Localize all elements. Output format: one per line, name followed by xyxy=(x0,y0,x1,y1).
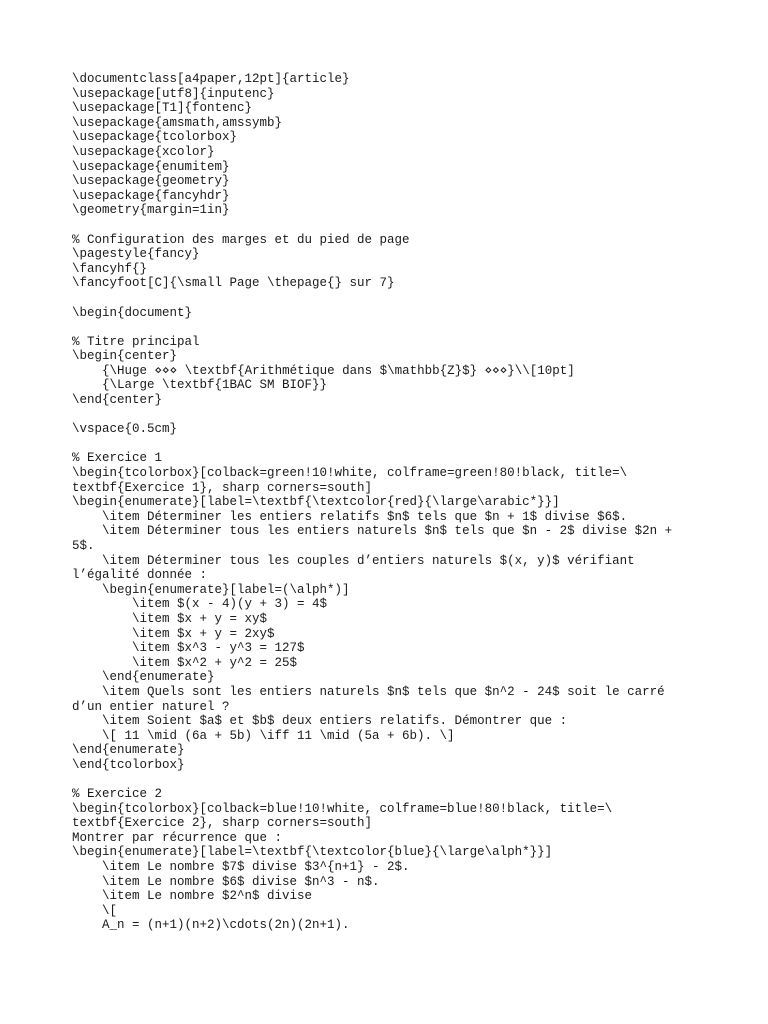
source-line: \end{center} xyxy=(72,393,163,408)
source-line: % Exercice 1 xyxy=(72,451,163,466)
source-line: Montrer par récurrence que : xyxy=(72,830,283,845)
source-line: \[ 11 \mid (6a + 5b) \iff 11 \mid (5a + 6b). \] xyxy=(72,728,455,743)
source-line: \item Déterminer les entiers relatifs $n$ tels que $n + 1$ divise $6$. xyxy=(72,509,628,524)
source-line xyxy=(72,291,696,306)
source-line: \usepackage[T1]{fontenc} xyxy=(72,101,253,116)
source-line: \item $x^3 - y^3 = 127$ xyxy=(72,641,305,656)
source-line: \item $(x - 4)(y + 3) = 4$ xyxy=(72,597,328,612)
source-line: \end{enumerate} xyxy=(72,743,185,758)
source-line: \usepackage{fancyhdr} xyxy=(72,188,230,203)
source-line: % Exercice 2 xyxy=(72,787,163,802)
source-line xyxy=(72,437,696,452)
source-line: \begin{tcolorbox}[colback=blue!10!white, colframe=blue!80!black, title=\ xyxy=(72,801,613,816)
source-line: textbf{Exercice 2}, sharp corners=south] xyxy=(72,816,373,831)
source-line: \begin{enumerate}[label=\textbf{\textcolor{blue}{\large\alph*}}] xyxy=(72,845,553,860)
source-line: \pagestyle{fancy} xyxy=(72,247,200,262)
source-line: \usepackage{geometry} xyxy=(72,174,230,189)
source-line: \usepackage[utf8]{inputenc} xyxy=(72,86,275,101)
source-line: 5$. xyxy=(72,539,95,553)
source-line: \usepackage{xcolor} xyxy=(72,144,215,159)
source-line: \geometry{margin=1in} xyxy=(72,203,230,218)
source-line: \item Déterminer tous les couples d’entiers naturels $(x, y)$ vérifiant xyxy=(72,553,635,568)
source-line: \usepackage{enumitem} xyxy=(72,159,230,174)
source-line: \usepackage{tcolorbox} xyxy=(72,130,238,145)
source-line: \[ xyxy=(72,903,118,918)
source-line: \begin{center} xyxy=(72,349,178,364)
source-line: \begin{tcolorbox}[colback=green!10!white, colframe=green!80!black, title=\ xyxy=(72,466,628,481)
source-line: A_n = (n+1)(n+2)\cdots(2n)(2n+1). xyxy=(72,918,350,933)
source-line xyxy=(72,408,696,423)
source-line xyxy=(72,320,696,335)
source-line: % Titre principal xyxy=(72,334,200,349)
source-line: \item $x^2 + y^2 = 25$ xyxy=(72,655,298,670)
source-line xyxy=(72,773,696,788)
source-line: % Configuration des marges et du pied de page xyxy=(72,232,410,247)
source-line: \item Le nombre $6$ divise $n^3 - n$. xyxy=(72,874,380,889)
source-line: \item $x + y = 2xy$ xyxy=(72,626,275,641)
source-line: \item Quels sont les entiers naturels $n$ tels que $n^2 - 24$ soit le carré xyxy=(72,684,665,699)
source-line: \documentclass[a4paper,12pt]{article} xyxy=(72,72,350,86)
source-line: \item Soient $a$ et $b$ deux entiers relatifs. Démontrer que : xyxy=(72,714,568,729)
source-line: \item Déterminer tous les entiers naturels $n$ tels que $n - 2$ divise $2n + xyxy=(72,524,673,539)
source-line: \end{tcolorbox} xyxy=(72,757,185,772)
source-line: \vspace{0.5cm} xyxy=(72,422,178,437)
source-line: \begin{enumerate}[label=\textbf{\textcolor{red}{\large\arabic*}}] xyxy=(72,495,560,510)
source-line: \fancyfoot[C]{\small Page \thepage{} sur 7} xyxy=(72,276,395,291)
source-line: textbf{Exercice 1}, sharp corners=south] xyxy=(72,480,373,495)
source-line: d’un entier naturel ? xyxy=(72,699,230,714)
source-line: \begin{enumerate}[label=(\alph*)] xyxy=(72,582,350,597)
source-line: \usepackage{amsmath,amssymb} xyxy=(72,115,283,130)
source-line: {\Huge ⋄⋄⋄ \textbf{Arithmétique dans $\mathbb{Z}$} ⋄⋄⋄}\\[10pt] xyxy=(72,363,575,378)
source-line: \end{enumerate} xyxy=(72,670,215,685)
source-line: \begin{document} xyxy=(72,305,193,320)
document-page xyxy=(72,72,696,933)
source-line: \fancyhf{} xyxy=(72,261,148,276)
source-line: {\Large \textbf{1BAC SM BIOF}} xyxy=(72,378,328,393)
source-line: \item $x + y = xy$ xyxy=(72,611,268,626)
source-line xyxy=(72,218,696,233)
source-line: \item Le nombre $7$ divise $3^{n+1} - 2$. xyxy=(72,860,410,875)
source-line: l’égalité donnée : xyxy=(72,568,208,583)
source-line: \item Le nombre $2^n$ divise xyxy=(72,889,313,904)
